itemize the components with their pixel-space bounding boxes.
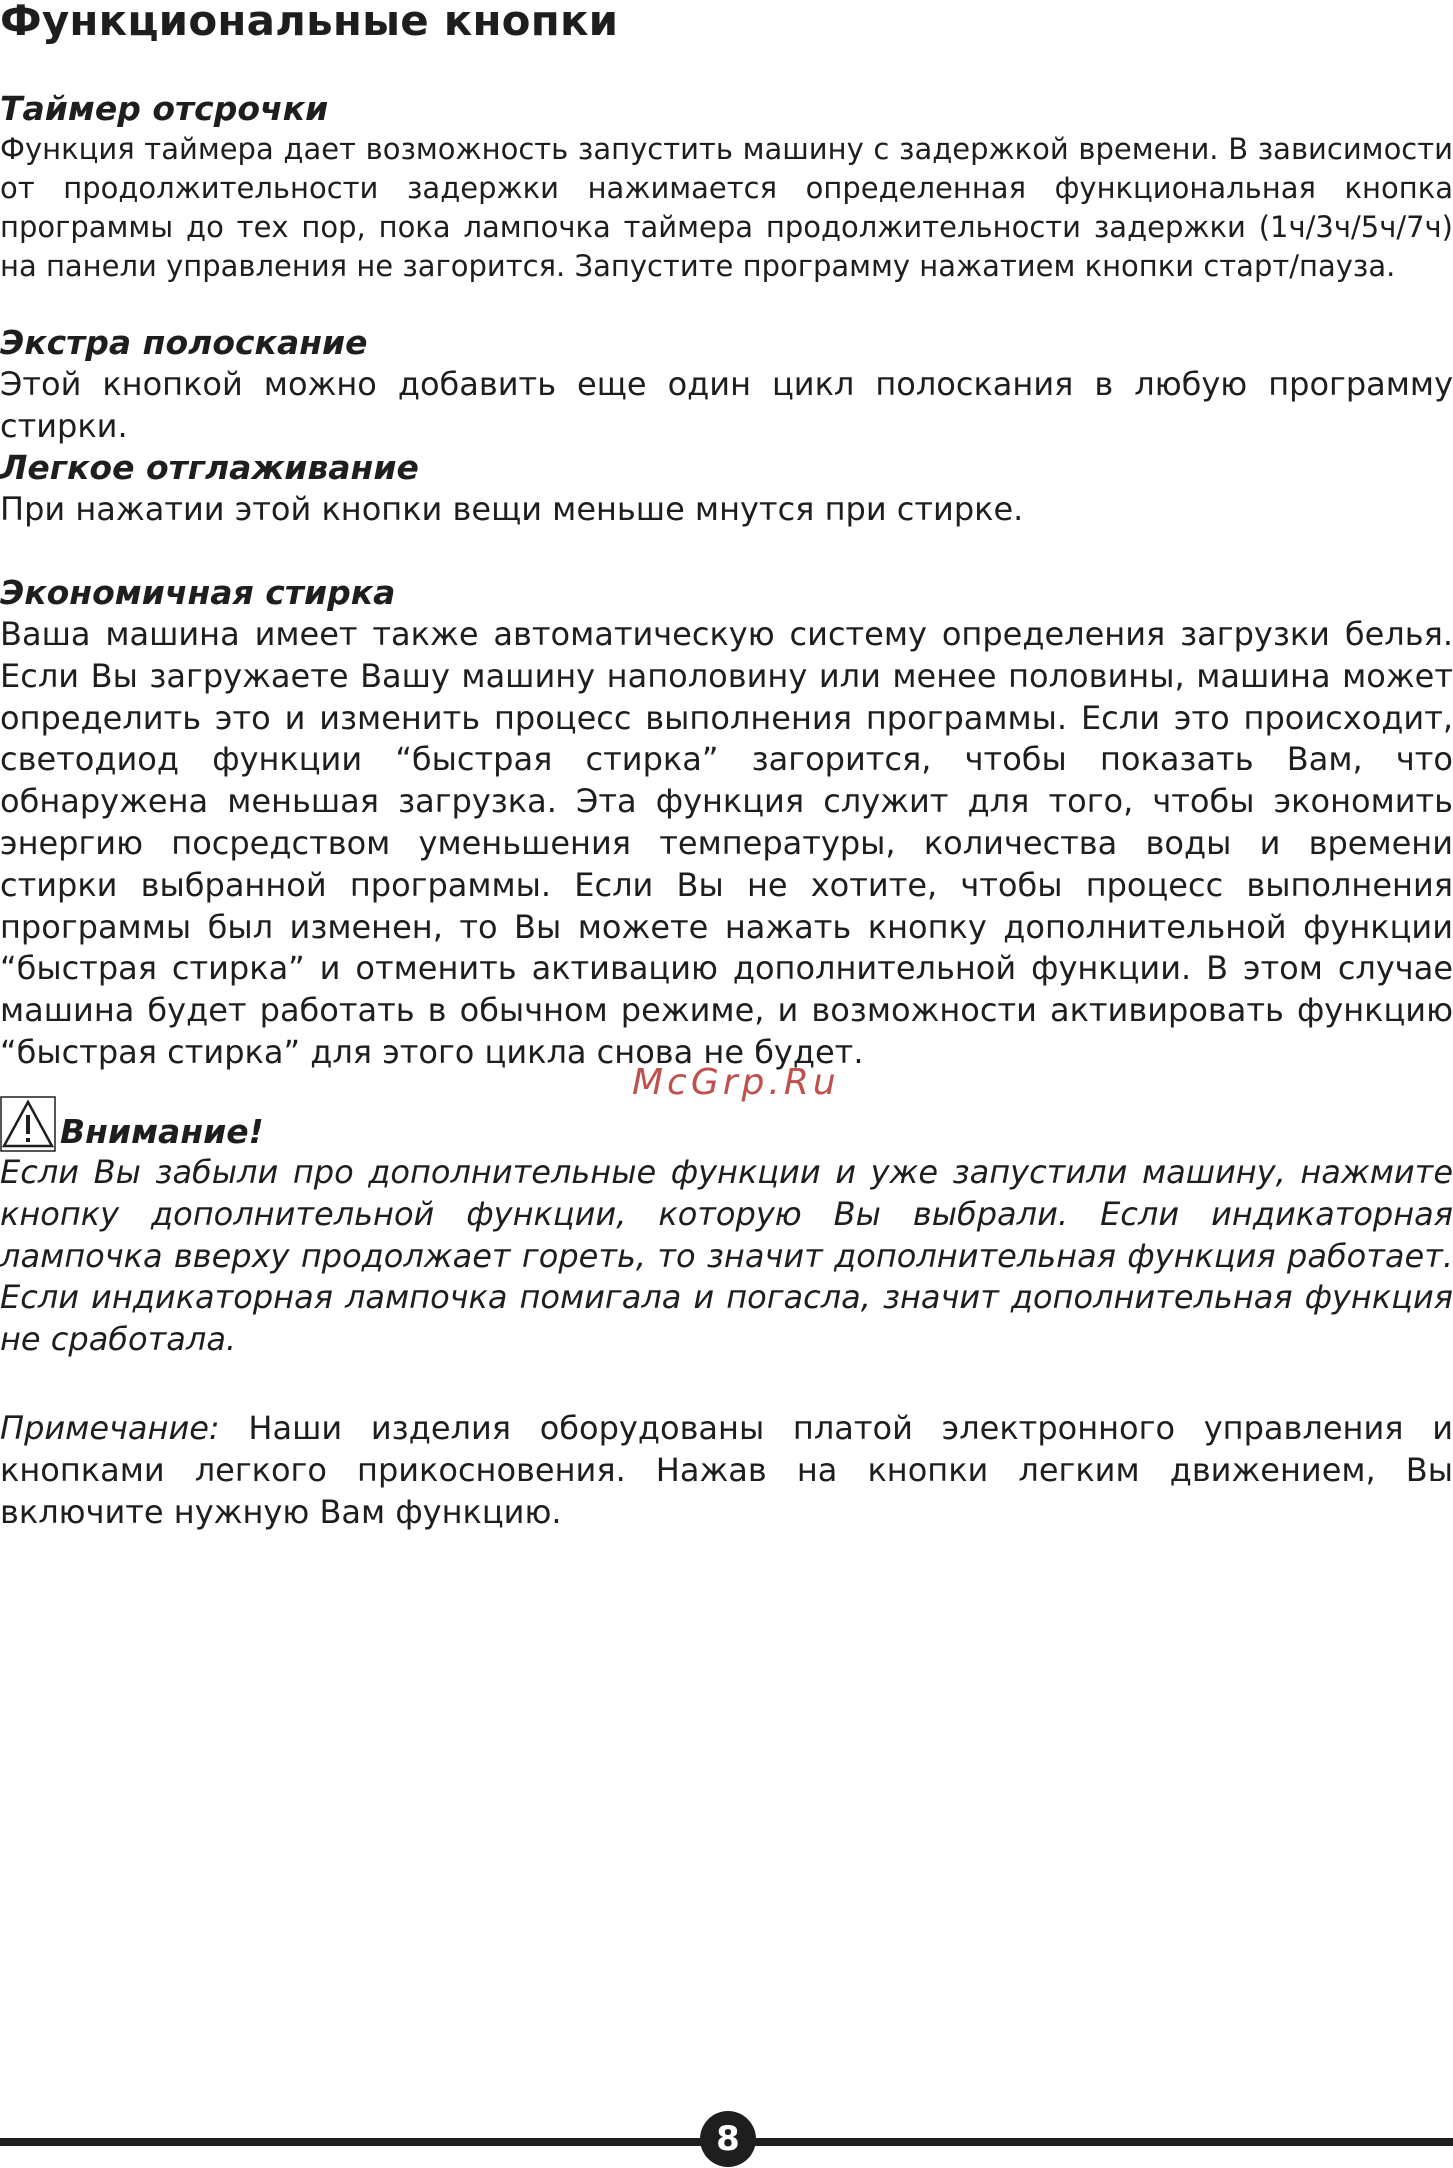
section-text: Ваша машина имеет также автоматическую систему определения загрузки белья. Если Вы загружаете Вашу машину наполовину или менее половины, машина может определить это и изменить процесс выполнения программы. Если это происходит, светодиод функции “быстрая стирка” загорится, чтобы показать Вам, что обнаружена меньшая загрузка. Эта функция служит для того, чтобы экономить энергию посредством уменьшения температуры, количества воды и времени стирки выбранной программы. Если Вы не хотите, чтобы процесс выполнения программы был изменен, то Вы можете нажать кнопку дополнительной функции “быстрая стирка” и отменить активацию дополнительной функции. В этом случае машина будет работать в обычном режиме, и возможности активировать функцию “быстрая стирка” для этого цикла снова не будет. (0, 615, 1453, 1071)
watermark: McGrp.Ru (632, 1062, 840, 1103)
warning-block (0, 1096, 1453, 1361)
warning-title: Внимание! (60, 1112, 264, 1151)
section-text: Функция таймера дает возможность запустить машину с задержкой времени. В зависимости от продолжительности задержки нажимается определенная функциональная кнопка программы до тех пор, пока лампочка таймера продолжительности задержки (1ч/3ч/5ч/7ч) на панели управления не загорится. Запустите программу нажатием кнопки старт/пауза. (0, 132, 1453, 283)
page-number-badge (700, 2111, 756, 2167)
warning-triangle-icon (0, 1096, 56, 1152)
page-number: 8 (716, 2119, 740, 2159)
note-text: Наши изделия оборудованы платой электронного управления и кнопками легкого прикосновения. Нажав на кнопки легким движением, Вы включите нужную Вам функцию. (0, 1409, 1453, 1531)
section-heading: Экстра полоскание (0, 323, 368, 362)
section-text: Этой кнопкой можно добавить еще один цикл полоскания в любую программу стирки. (0, 365, 1453, 445)
section-delay-timer (0, 88, 1453, 286)
section-extra-rinse (0, 322, 1453, 448)
section-heading: Легкое отглаживание (0, 448, 419, 487)
page-title: Функциональные кнопки (0, 0, 619, 45)
section-heading: Таймер отсрочки (0, 89, 329, 128)
warning-header (0, 1096, 1453, 1152)
section-easy-iron (0, 447, 1453, 531)
note-paragraph (0, 1408, 1453, 1533)
section-heading: Экономичная стирка (0, 573, 396, 612)
note-block (0, 1408, 1453, 1533)
warning-text: Если Вы забыли про дополнительные функции и уже запустили машину, нажмите кнопку дополнительной функции, которую Вы выбрали. Если индикаторная лампочка вверху продолжает гореть, то значит дополнительная функция работает. Если индикаторная лампочка помигала и погасла, значит дополнительная функция не сработала. (0, 1153, 1453, 1359)
section-eco-wash (0, 572, 1453, 1074)
section-text: При нажатии этой кнопки вещи меньше мнутся при стирке. (0, 490, 1024, 528)
note-label: Примечание: (0, 1409, 220, 1447)
